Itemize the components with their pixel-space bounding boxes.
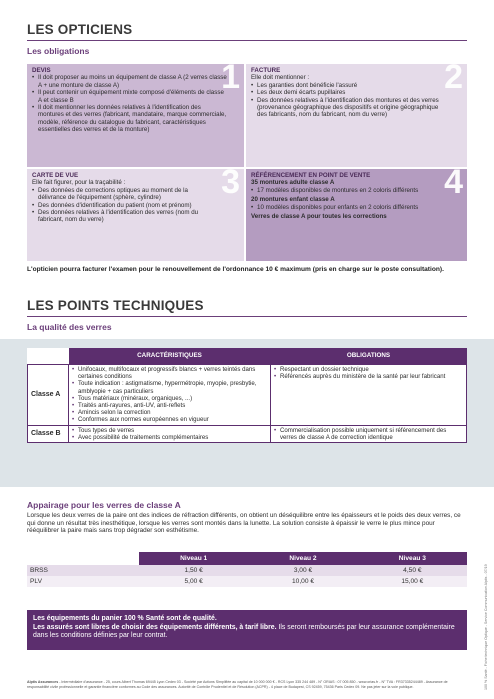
footer-company: Alptis Assurances (27, 680, 59, 684)
lens-quality-table (27, 348, 467, 443)
table-row (28, 365, 467, 426)
list-item: • Il doit mentionner les données relatives à l'identification des montures et des verres (fabricant, mandataire, marque commerciale, modèle, référence du catalogue du fabricant, caractéristiques essentielles des verres et de la monture) (32, 104, 228, 134)
section-title-opticiens: LES OPTICIENS (27, 22, 133, 37)
list-item: • Commercialisation possible uniquement si référencement des verres de classe A de correction identique (274, 427, 463, 441)
banner-line-2-rest: Ils seront remboursés par leur assurance complémentaire dans les conditions définies par leur contrat. (33, 623, 455, 639)
list-item: • Amincis selon la correction (72, 409, 267, 416)
adult-frames-title: 35 montures adulte classe A (251, 179, 335, 187)
list-item: • Des données d'identification du patient (nom et prénom) (32, 202, 202, 209)
list-item: • Respectant un dossier technique (274, 366, 463, 373)
obligations-cell (271, 425, 467, 442)
list-item: • Les garanties dont bénéficie l'assuré (251, 82, 447, 89)
info-banner (27, 610, 467, 650)
box-facture (246, 64, 467, 167)
list-item: • Des données relatives à l'identification des montures et des verres (provenance géographique des dispositifs et origine géographique des fabricants, nom du fabricant, nom du verre) (251, 97, 447, 119)
list-item: • Toute indication : astigmatisme, hypermétropie, myopie, presbytie, amblyopie + cas particuliers (72, 380, 267, 394)
list-item: • Des données relatives à l'identification des verres (nom du fabricant, nom du verre) (32, 209, 202, 224)
appairage-title: Appairage pour les verres de classe A (27, 500, 181, 510)
box-title: RÉFÉRENCEMENT EN POINT DE VENTE (251, 172, 371, 179)
row-label: Classe A (28, 365, 69, 426)
list-item: • Référencés auprès du ministère de la santé par leur fabricant (274, 373, 463, 380)
characteristics-cell (69, 365, 271, 426)
side-reference-text: 100 % Santé - Fiche technique Optique - Service Communication Alptis - 07/19 (484, 564, 488, 690)
box-title: CARTE DE VUE (32, 172, 79, 179)
column-header: Niveau 1 (139, 552, 248, 565)
price-cell: 1,50 € (139, 565, 248, 576)
footer-text: - Intermédiaire d'assurance - 25, cours Albert Thomas 69445 Lyon Cedex 03 - Société par Actions Simplifiée au capital de 10 000 000 € - RCS Lyon 335 244 489 - N° ORIAS : 07 005 850 - www.orias.fr - N° TVA : FR37335244489 - Assurance de responsabilité civile professionnelle et garantie financière conformes au Code des assurances. Autorité de Contrôle Prudentiel et de Résolution (ACPR) - 4 place de Budapest, CS 92459, 75436 Paris Cedex 09. Ne pas jeter sur la voie publique. (27, 680, 448, 689)
column-header: Niveau 3 (358, 552, 467, 565)
box-number: 1 (221, 64, 240, 96)
box-number: 2 (444, 64, 463, 96)
box-carte-de-vue (27, 169, 244, 261)
legal-footer (27, 680, 467, 689)
list-item: • 17 modèles disponibles de montures en 2 coloris différents (251, 187, 431, 194)
box-title: FACTURE (251, 67, 281, 74)
characteristics-cell (69, 425, 271, 442)
list-item: • Des données de corrections optiques au moment de la délivrance de l'équipement (sphère, cylindre) (32, 187, 202, 202)
obligations-cell (271, 365, 467, 426)
price-table (27, 552, 467, 587)
exam-billing-note: L'opticien pourra facturer l'examen pour le renouvellement de l'ordonnance 10 € maximum (pris en charge sur le poste consultation). (27, 266, 444, 273)
price-cell: 4,50 € (358, 565, 467, 576)
lenses-footer: Verres de classe A pour toutes les corrections (251, 213, 387, 221)
table-row (27, 576, 467, 587)
box-intro: Elle doit mentionner : (251, 74, 310, 82)
price-cell: 5,00 € (139, 576, 248, 587)
banner-line-1: Les équipements du panier 100 % Santé sont de qualité. (33, 615, 217, 622)
list-item: • Tous matériaux (minéraux, organiques, ...) (72, 395, 267, 402)
table-row (28, 425, 467, 442)
section-subtitle-qualite-verres: La qualité des verres (27, 322, 112, 332)
appairage-paragraph: Lorsque les deux verres de la paire ont des indices de réfraction différents, on obtient un déséquilibre entre les épaisseurs et le poids des deux verres, ce qui donne un résultat très inesthétique, lorsque les verres sont montés dans la lunette. La solution consiste à épaissir le verre le plus mince pour rééquilibrer la paire mais sans trop dégrader son esthétisme. (27, 512, 461, 535)
price-cell: 3,00 € (248, 565, 357, 576)
section-title-points-techniques: LES POINTS TECHNIQUES (27, 298, 204, 313)
child-frames-title: 20 montures enfant classe A (251, 196, 335, 204)
box-referencement (246, 169, 467, 261)
list-item: • 10 modèles disponibles pour enfants en 2 coloris différents (251, 204, 431, 211)
list-item: • Les deux demi écarts pupillaires (251, 89, 447, 96)
column-header: Niveau 2 (248, 552, 357, 565)
banner-line-2-bold: Les assurés sont libres de choisir des équipements différents, à tarif libre. (33, 623, 277, 631)
list-item: • Il peut contenir un équipement mixte composé d'éléments de classe A et classe B (32, 89, 228, 104)
box-number: 4 (444, 169, 463, 201)
list-item: • Avec possibilité de traitements complémentaires (72, 434, 267, 441)
list-item: • Il doit proposer au moins un équipement de classe A (2 verres classe A + une monture de classe A) (32, 74, 228, 89)
column-header: CARACTÉRISTIQUES (69, 348, 271, 365)
price-cell: 15,00 € (358, 576, 467, 587)
list-item: • Conformes aux normes européennes en vigueur (72, 416, 267, 423)
list-item: • Unifocaux, multifocaux et progressifs blancs + verres teintés dans certaines conditions (72, 366, 267, 380)
column-header: OBLIGATIONS (271, 348, 467, 365)
row-label: PLV (27, 576, 139, 587)
section-subtitle-obligations: Les obligations (27, 46, 90, 56)
row-label: BRSS (27, 565, 139, 576)
box-number: 3 (221, 169, 240, 201)
box-title: DEVIS (32, 67, 51, 74)
row-label: Classe B (28, 425, 69, 442)
list-item: • Tous types de verres (72, 427, 267, 434)
table-row (27, 565, 467, 576)
box-intro: Elle fait figurer, pour la traçabilité : (32, 179, 126, 187)
box-devis (27, 64, 244, 167)
section-divider (27, 40, 467, 41)
section-divider (27, 316, 467, 317)
list-item: • Traités anti-rayures, anti-UV, anti-reflets (72, 402, 267, 409)
price-cell: 10,00 € (248, 576, 357, 587)
